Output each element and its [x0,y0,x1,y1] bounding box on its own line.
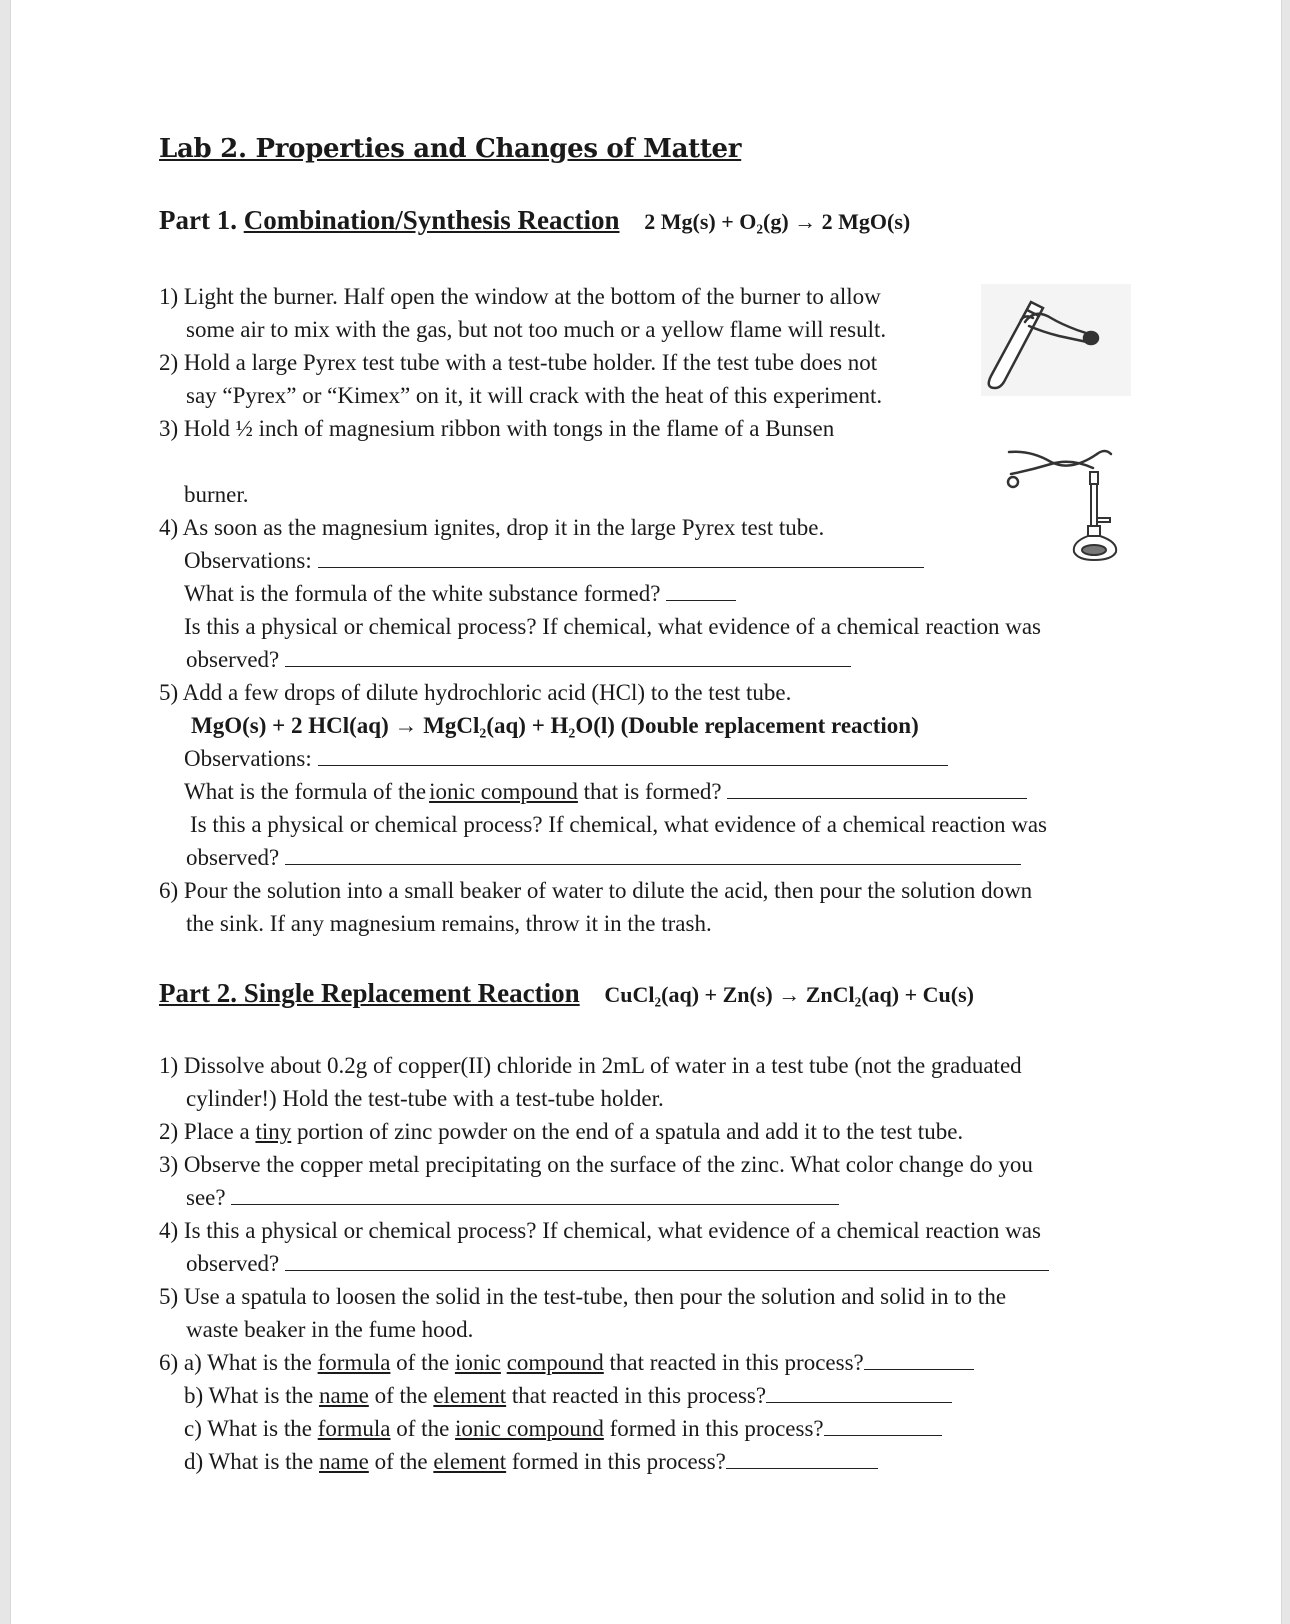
p2-step6d [184,1445,878,1478]
observations-label: Observations: [184,548,312,573]
formula-blank[interactable] [666,578,736,601]
q-underlined: ionic compound [429,779,578,804]
q-text: that reacted in this process? [609,1350,864,1375]
answer-blank[interactable] [864,1347,974,1370]
p1-step4: 4) As soon as the magnesium ignites, drop it in the large Pyrex test tube. [159,515,825,540]
p1-step6-line1: 6) Pour the solution into a small beaker of water to dilute the acid, then pour the solution down [159,878,1033,903]
p1-step6-line2: the sink. If any magnesium remains, throw it in the trash. [186,911,712,936]
see-label: see? [186,1185,226,1210]
answer-blank[interactable] [726,1446,878,1469]
p1-step4-q1: What is the formula of the white substance formed? [184,581,661,606]
p2-step6b [184,1379,952,1412]
p2-step1-line1: 1) Dissolve about 0.2g of copper(II) chloride in 2mL of water in a test tube (not the graduated [159,1053,1022,1078]
part1-name: Combination/Synthesis Reaction [243,205,620,235]
p2-step4-row [186,1247,1049,1280]
observations-blank[interactable] [318,743,948,766]
part1-label: Part 1. [159,205,237,235]
q-underlined: name [319,1449,369,1474]
q-underlined: compound [506,1350,604,1375]
evidence-blank[interactable] [285,1248,1049,1271]
q-text: b) What is the [184,1383,314,1408]
p2-step5-line1: 5) Use a spatula to loosen the solid in the test-tube, then pour the solution and solid in to the [159,1284,1007,1309]
q-text: that reacted in this process? [511,1383,767,1408]
p1-step1-line2: some air to mix with the gas, but not too much or a yellow flame will result. [186,317,887,342]
p2-step1-line2: cylinder!) Hold the test-tube with a test-tube holder. [186,1086,664,1111]
p1-step5-q2-row [186,841,1021,874]
step-text: 2) Place a [159,1119,250,1144]
color-change-blank[interactable] [231,1182,839,1205]
test-tube-holder-icon [981,284,1131,396]
q-text: that is formed? [583,779,722,804]
formula-blank[interactable] [727,776,1027,799]
observed-label: observed? [186,1251,280,1276]
q-text: of the [396,1350,450,1375]
step-underlined: tiny [255,1119,292,1144]
q-text: 6) a) What is the [159,1350,312,1375]
part1-heading [159,205,910,236]
worksheet-page [10,0,1282,1624]
part1-equation: 2 Mg(s) + O₂(g) → 2 MgO(s) [644,209,911,234]
p1-step4-q1-row [184,577,736,610]
q-underlined: ionic [454,1350,501,1375]
page-title: Lab 2. Properties and Changes of Matter [159,134,742,164]
observations-blank[interactable] [318,545,924,568]
q-text: formed in this process? [511,1449,726,1474]
q-underlined: ionic compound [455,1416,604,1441]
p1-step2-line2: say “Pyrex” or “Kimex” on it, it will crack with the heat of this experiment. [186,383,883,408]
answer-blank[interactable] [766,1380,952,1403]
p1-step3-line2: burner. [184,482,249,507]
q-text: of the [374,1449,428,1474]
p1-step5-equation: MgO(s) + 2 HCl(aq) → MgCl₂(aq) + H₂O(l) (Double replacement reaction) [191,713,919,738]
p1-step5-q1-row [184,775,1027,808]
answer-blank[interactable] [824,1413,942,1436]
p2-step3-line1: 3) Observe the copper metal precipitating on the surface of the zinc. What color change do you [159,1152,1033,1177]
q-text: formed in this process? [609,1416,824,1441]
p2-step4-line1: 4) Is this a physical or chemical process? If chemical, what evidence of a chemical reaction was [159,1218,1041,1243]
evidence-blank[interactable] [285,644,851,667]
p1-step1-line1: 1) Light the burner. Half open the window at the bottom of the burner to allow [159,284,881,309]
p1-step3-line1: 3) Hold ½ inch of magnesium ribbon with tongs in the flame of a Bunsen [159,416,835,441]
q-text: d) What is the [184,1449,314,1474]
p2-step3-row [186,1181,839,1214]
part2-heading [159,978,974,1009]
p1-step4-observations-row [184,544,924,577]
q-text: of the [374,1383,428,1408]
p2-step6a [159,1346,974,1379]
q-underlined: formula [317,1416,391,1441]
p1-step2-line1: 2) Hold a large Pyrex test tube with a test-tube holder. If the test tube does not [159,350,878,375]
evidence-blank[interactable] [285,842,1021,865]
q-text: c) What is the [184,1416,312,1441]
bunsen-burner-icon [1066,470,1126,566]
p2-step2 [159,1115,963,1148]
q-underlined: formula [317,1350,391,1375]
p2-step5-line2: waste beaker in the fume hood. [186,1317,474,1342]
observations-label: Observations: [184,746,312,771]
part2-equation: CuCl₂(aq) + Zn(s) → ZnCl₂(aq) + Cu(s) [604,982,974,1007]
observed-label: observed? [186,647,280,672]
p2-step6c [184,1412,942,1445]
step-text: portion of zinc powder on the end of a spatula and add it to the test tube. [296,1119,964,1144]
part2-label: Part 2. Single Replacement Reaction [159,978,580,1008]
q-text: What is the formula of the [184,779,427,804]
q-underlined: element [433,1383,507,1408]
q-underlined: element [433,1449,507,1474]
q-underlined: name [319,1383,369,1408]
p1-step5-observations-row [184,742,948,775]
p1-step5-q2: Is this a physical or chemical process? If chemical, what evidence of a chemical reaction was [190,812,1048,837]
p1-step4-q2: Is this a physical or chemical process? If chemical, what evidence of a chemical reaction was [184,614,1042,639]
observed-label: observed? [186,845,280,870]
p1-step4-q2-row [186,643,851,676]
p1-step5: 5) Add a few drops of dilute hydrochloric acid (HCl) to the test tube. [159,680,792,705]
q-text: of the [396,1416,450,1441]
